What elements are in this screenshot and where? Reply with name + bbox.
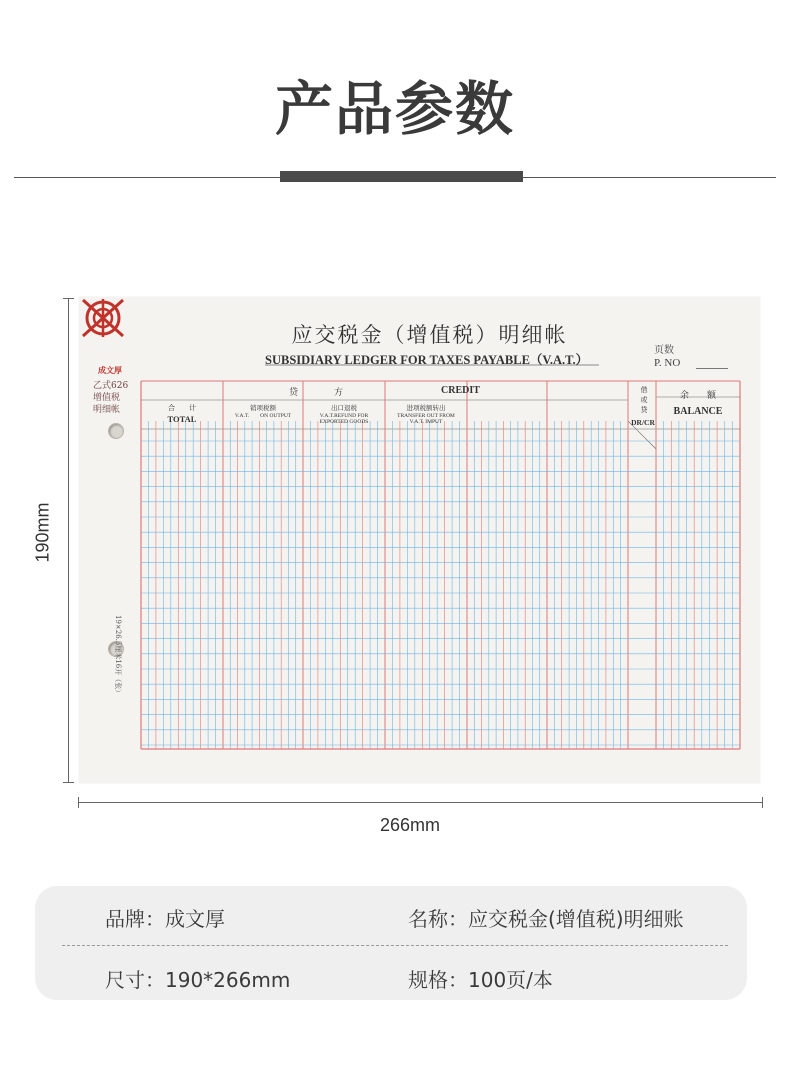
- page-number-blank: [696, 368, 728, 369]
- height-dimension-label: 190mm: [32, 502, 53, 563]
- credit-header-en: CREDIT: [441, 385, 480, 396]
- size-value: 190*266mm: [165, 968, 291, 992]
- balance-cn: 余 额: [679, 391, 716, 401]
- column-export-refund-cn: 出口退税: [331, 404, 357, 412]
- name-label: 名称：: [408, 907, 468, 931]
- page-number-label-en: P. NO: [654, 357, 681, 369]
- page-number-label-cn: 页数: [654, 345, 674, 356]
- size-label: 尺寸：: [105, 968, 165, 992]
- column-total-cn: 合 计: [168, 404, 196, 412]
- ledger-title-cn: 应交税金（增值税）明细帐: [291, 323, 568, 347]
- column-total-en: TOTAL: [167, 414, 197, 424]
- spec-spec: [408, 964, 553, 993]
- spec-value: 100页/本: [468, 968, 553, 992]
- brand-label: 品牌：: [105, 907, 165, 931]
- page-title: 产品参数: [274, 75, 515, 143]
- ledger-sheet-image: [79, 297, 760, 783]
- width-dimension-label: 266mm: [379, 815, 441, 835]
- form-code-line: 乙式626: [93, 381, 129, 391]
- form-code-line: 明细帐: [93, 405, 121, 415]
- column-export-refund-en: V.A.T.REFUND FOR EXPORTED GOODS: [319, 413, 369, 425]
- spec-label: 规格：: [408, 968, 468, 992]
- brand-value: 成文厚: [165, 907, 225, 931]
- form-code: [93, 380, 139, 416]
- logo-caption: 成文厚: [98, 365, 122, 375]
- debit-credit-cn: 借或贷: [640, 386, 648, 414]
- punch-hole-top: [108, 423, 124, 439]
- brand-spec: [105, 903, 225, 932]
- width-dimension-line: [78, 802, 762, 803]
- height-dimension-cap-bottom: [63, 782, 74, 783]
- name-spec: [408, 903, 684, 932]
- ledger-grid: [79, 297, 760, 783]
- balance-en: BALANCE: [673, 406, 723, 417]
- column-transfer-out-cn: 进项税额转出: [406, 404, 446, 412]
- height-dimension-line: [68, 298, 69, 782]
- column-output-vat-en: V.A.T. ON OUTPUT: [234, 413, 292, 419]
- ledger-title-en: SUBSIDIARY LEDGER FOR TAXES PAYABLE（V.A.T.）: [265, 353, 589, 367]
- form-code-line: 增值税: [93, 393, 121, 403]
- column-output-vat-cn: 销项税额: [250, 404, 276, 412]
- header-accent-bar: [280, 171, 523, 182]
- size-spec: [105, 964, 290, 993]
- debit-credit-en: DR/CR: [631, 418, 655, 427]
- credit-header-cn: 贷 方: [289, 388, 344, 398]
- paper-size-note: 19×26.5厘米16开（张）: [114, 615, 122, 697]
- height-dimension-cap-top: [63, 298, 74, 299]
- name-value: 应交税金(增值税)明细账: [468, 907, 684, 931]
- column-transfer-out-en: TRANSFER OUT FROM V.A.T. IMPUT: [397, 413, 455, 425]
- width-dimension-cap-right: [762, 797, 763, 808]
- width-dimension-cap-left: [78, 797, 79, 808]
- specs-divider: [62, 945, 728, 946]
